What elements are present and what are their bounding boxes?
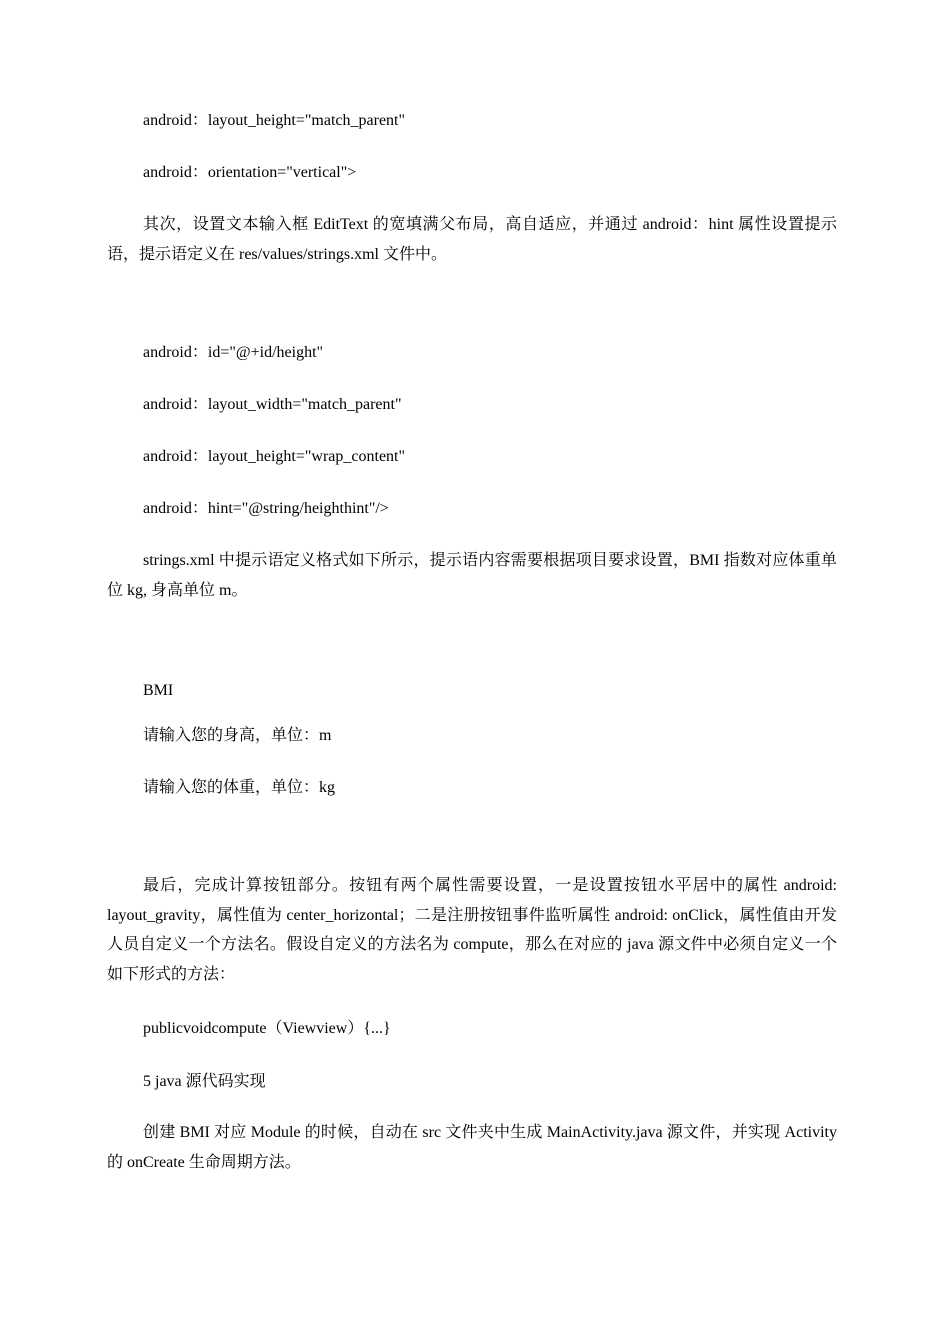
code-line-id: android：id="@+id/height" [143,344,324,361]
code-line-layout-height-wrap: android：layout_height="wrap_content" [143,448,406,465]
paragraph-mainactivity: 创建 BMI 对应 Module 的时候，自动在 src 文件夹中生成 MainActivity.java 源文件，并实现 Activity 的 onCreate 生命周期方法。 [107,1124,837,1171]
code-line-layout-height: android：layout_height="match_parent" [143,112,406,129]
string-weight-hint: 请输入您的体重，单位：kg [143,779,336,796]
paragraph-strings-format: strings.xml 中提示语定义格式如下所示，提示语内容需要根据项目要求设置，BMI 指数对应体重单位 kg, 身高单位 m。 [107,552,837,599]
section-heading-java-source: 5 java 源代码实现 [143,1073,266,1090]
string-height-hint: 请输入您的身高，单位：m [143,727,332,744]
string-app-name: BMI [143,682,174,699]
code-line-layout-width: android：layout_width="match_parent" [143,396,402,413]
paragraph-edittext-hint: 其次，设置文本输入框 EditText 的宽填满父布局，高自适应，并通过 android：hint 属性设置提示语，提示语定义在 res/values/strings.xml 文件中。 [107,216,837,263]
code-line-orientation: android：orientation="vertical"> [143,164,357,181]
code-line-compute-method: publicvoidcompute（Viewview）{...} [143,1020,391,1037]
code-line-hint: android：hint="@string/heighthint"/> [143,500,389,517]
paragraph-button-attributes: 最后，完成计算按钮部分。按钮有两个属性需要设置，一是设置按钮水平居中的属性 android: layout_gravity，属性值为 center_horizontal；二是注册按钮事件监听属性 android: onClick，属性值由开发人员自定义一个方法名。假设自定义的方法名为 compute，那么在对应的 java 源文件中必须自定义一个如下形式的方法： [107,877,837,983]
